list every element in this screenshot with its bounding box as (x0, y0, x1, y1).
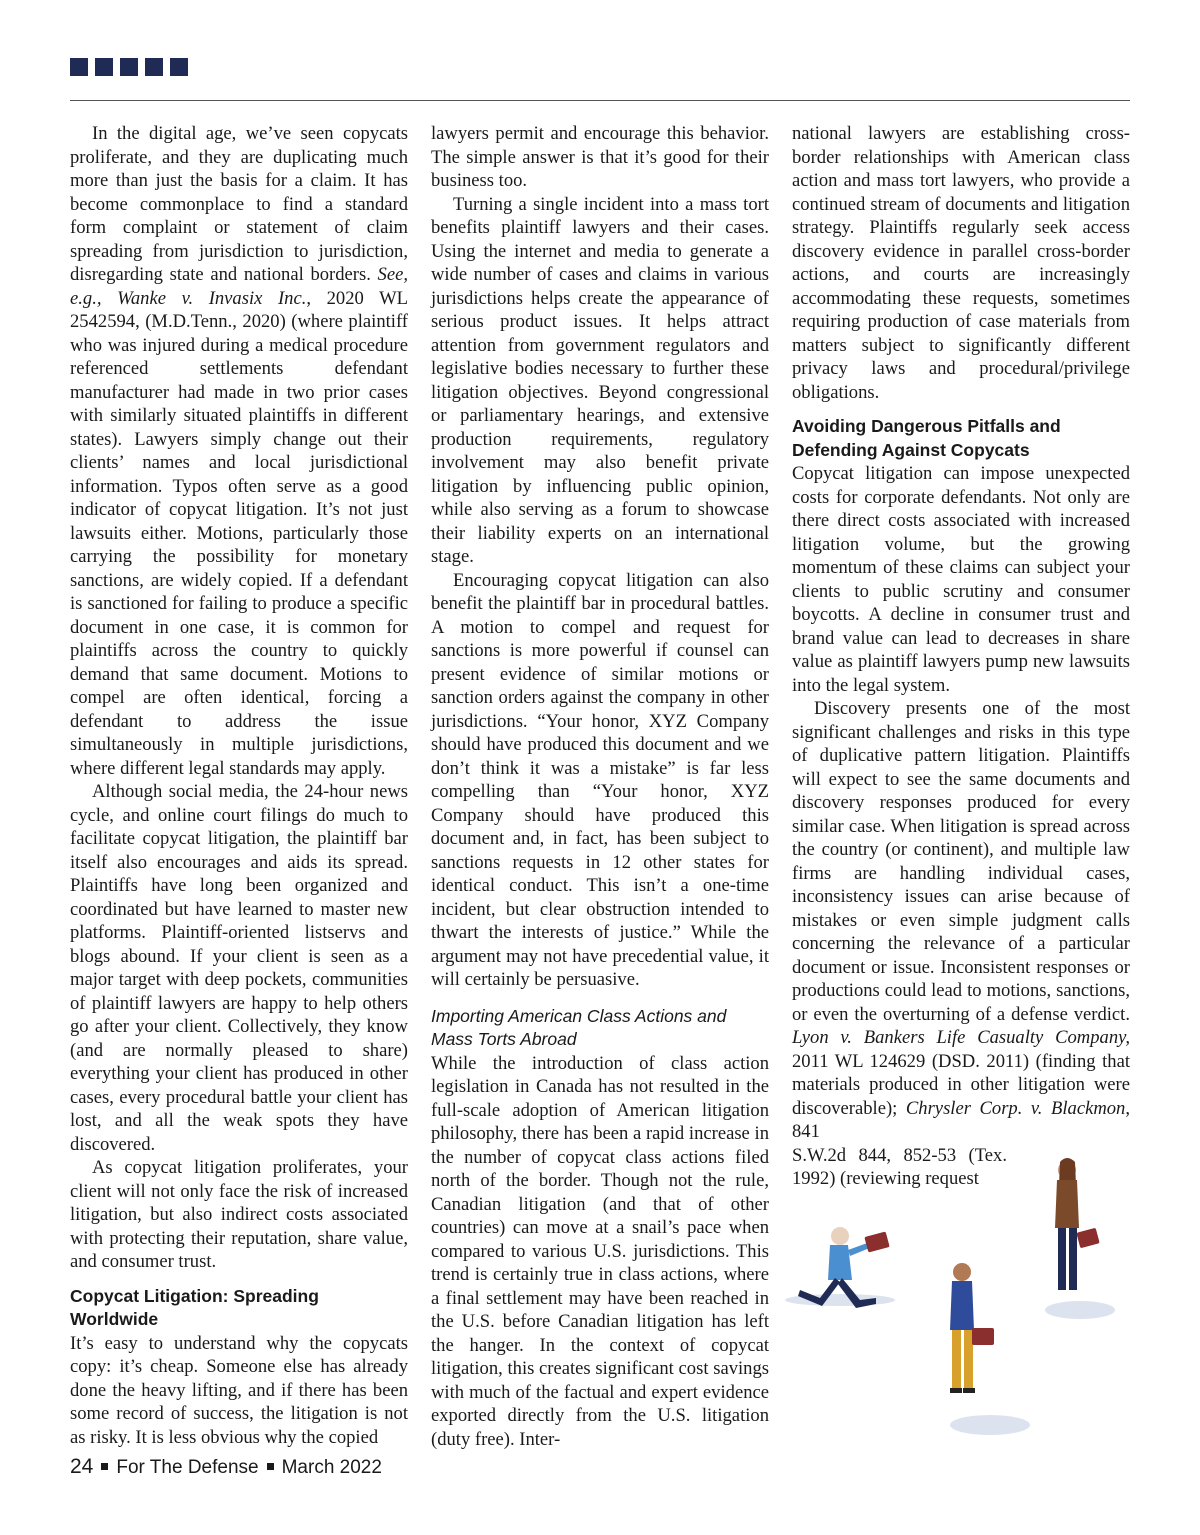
footer-separator (101, 1463, 108, 1470)
paragraph: national lawyers are establishing cross-border relationships with American class action and mass tort lawyers, who provide a continued stream of documents and litigation strategy. Plaintiffs regularly seek access discovery evidence in parallel cross-border actions, and courts are increasingly accommodating these requests, sometimes requiring production of case materials from matters subject to significantly different privacy laws and procedural/privilege obligations. (792, 123, 1130, 403)
case-citation: See, e.g., Wanke v. Invasix Inc. (70, 264, 408, 309)
standing-man-icon (950, 1263, 994, 1393)
column-2 (431, 122, 769, 1451)
page-number: 24 (70, 1455, 94, 1478)
section-heading: Copycat Litigation: Spreading Worldwide (70, 1285, 319, 1329)
paragraph: Discovery presents one of the most significant challenges and risks in this type of duplicative pattern litigation. Plaintiffs will expect to see the same documents and discovery responses produced for every similar case. When litigation is spread across the country (or continent), and multiple law firms are handling individual cases, inconsistency issues can arise because of mistakes or even simple judgment calls concerning the relevance of a particular document or issue. Inconsistent responses or productions could lead to motions, sanctions, or even the overturning of a defense verdict. Lyon v. Bankers Life Casualty Company, 2011 WL 124629 (DSD. 2011) (finding that materials produced in other litigation were discoverable); Chrysler Corp. v. Blackmon, 841 (792, 698, 1130, 1142)
shadow (950, 1415, 1030, 1435)
paragraph: In the digital age, we’ve seen copycats proliferate, and they are duplicating much more than just the basis for a claim. It has become commonplace to find a standard form complaint or statement of claim spreading from jurisdiction to jurisdiction, disregarding state and national borders. See, e.g., Wanke v. Invasix Inc., 2020 WL 2542594, (M.D.Tenn., 2020) (where plaintiff who was injured during a medical procedure referenced settlements defendant manufacturer had made in two prior cases with similarly situated plaintiffs in different states). Lawyers simply change out their clients’ names and local jurisdictional information. Typos often serve as a good indicator of copycat litigation. It’s not just lawsuits either. Motions, particularly those carrying the possibility for monetary sanctions, are widely copied. If a defendant is sanctioned for failing to produce a specific document in one case, it is common for plaintiffs across the country to quickly demand that same document. Motions to compel are often identical, forcing a defendant to address the issue simultaneously in multiple jurisdictions, where different legal standards may apply. (70, 123, 408, 779)
paragraph: It’s easy to understand why the copycats copy: it’s cheap. Someone else has already done the heavy lifting, and if there has been some record of success, the litigation is not as risky. It is less obvious why the copied (70, 1332, 408, 1448)
footer-separator (267, 1463, 274, 1470)
paragraph: While the introduction of class action legislation in Canada has not resulted in the full-scale adoption of American litigation philosophy, there has been a rapid increase in the number of copycat class actions filed north of the border. Though not the rule, Canadian litigation (and that of other countries) can move at a snail’s pace when compared to various U.S. jurisdictions. This trend is certainly true in class actions, where a final settlement may have been reached in the U.S. before Canadian litigation has left the hanger. In the context of copycat litigation, this creates significant cost savings with much of the factual and expert evidence exported directly from the U.S. litigation (duty free). Inter- (431, 1052, 769, 1450)
issue-date: March 2022 (281, 1457, 382, 1478)
paragraph: As copycat litigation proliferates, your client will not only face the risk of increased litigation, but also indirect costs associated with protecting their reputation, share value, and consumer trust. (70, 1157, 408, 1272)
paragraph: S.W.2d 844, 852-53 (Tex. 1992) (reviewing request (792, 1144, 1007, 1189)
header-square (70, 58, 88, 76)
header-square (170, 58, 188, 76)
section-heading: Avoiding Dangerous Pitfalls and Defending Against Copycats (792, 416, 1061, 460)
paragraph: Although social media, the 24-hour news cycle, and online court filings do much to facilitate copycat litigation, the plaintiff bar itself also encourages and aids its spread. Plaintiffs have long been organized and coordinated but have learned to master new platforms. Plaintiff-oriented listservs and blogs abound. If your client is seen as a major target with deep pockets, communities of plaintiff lawyers are happy to help others go after your client. Collectively, they know (and are normally pleased to share) everything your client has produced in other cases, every procedural battle your client has lost, and all the weak spots they have discovered. (70, 781, 408, 1155)
illustration-business-people-icon (780, 1150, 1140, 1440)
header-square (145, 58, 163, 76)
header-rule (70, 100, 1130, 101)
paragraph: Copycat litigation can impose unexpected costs for corporate defendants. Not only are there direct costs associated with increased litigation volume, but the growing momentum of these claims can subject your clients to public scrutiny and consumer boycotts. A decline in consumer trust and brand value can lead to decreases in share value as plaintiff lawyers pump new lawsuits into the legal system. (792, 463, 1130, 696)
publication-name: For The Defense (116, 1457, 259, 1478)
case-citation: Chrysler Corp. v. Blackmon (905, 1097, 1126, 1119)
paragraph: Encouraging copycat litigation can also benefit the plaintiff bar in procedural battles. A motion to compel and request for sanctions is more powerful if counsel can present evidence of similar motions or sanction orders against the company in other jurisdictions. “Your honor, XYZ Company should have produced this document and we don’t think it was a mistake” is far less compelling than “Your honor, XYZ Company should have produced this document and, in fact, has been subject to sanctions requests in 12 other states for identical conduct. This isn’t a one-time incident, but clear obstruction intended to thwart the interests of justice.” While the argument may not have precedential value, it will certainly be persuasive. (431, 569, 769, 990)
shadow (1045, 1301, 1115, 1319)
section-heading: Importing American Class Actions and Mass Torts Abroad (431, 1005, 727, 1049)
column-1 (70, 122, 408, 1449)
case-citation: Lyon v. Bankers Life Casualty Company, (792, 1027, 1130, 1048)
header-squares (70, 58, 188, 76)
column-3 (792, 122, 1130, 1191)
header-square (120, 58, 138, 76)
page-footer (70, 1455, 382, 1479)
header-square (95, 58, 113, 76)
paragraph: lawyers permit and encourage this behavior. The simple answer is that it’s good for their business too. (431, 123, 769, 191)
paragraph: Turning a single incident into a mass tort benefits plaintiff lawyers and their cases. Using the internet and media to generate a wide number of cases and claims in various jurisdictions helps create the appearance of serious product issues. It helps attract attention from government regulators and legislative bodies necessary to further these litigation objectives. Beyond congressional or parliamentary hearings, and extensive production requirements, regulatory involvement may also benefit private litigation by influencing public opinion, while also serving as a forum to showcase their liability experts on an international stage. (431, 193, 769, 567)
standing-woman-icon (1055, 1158, 1100, 1290)
